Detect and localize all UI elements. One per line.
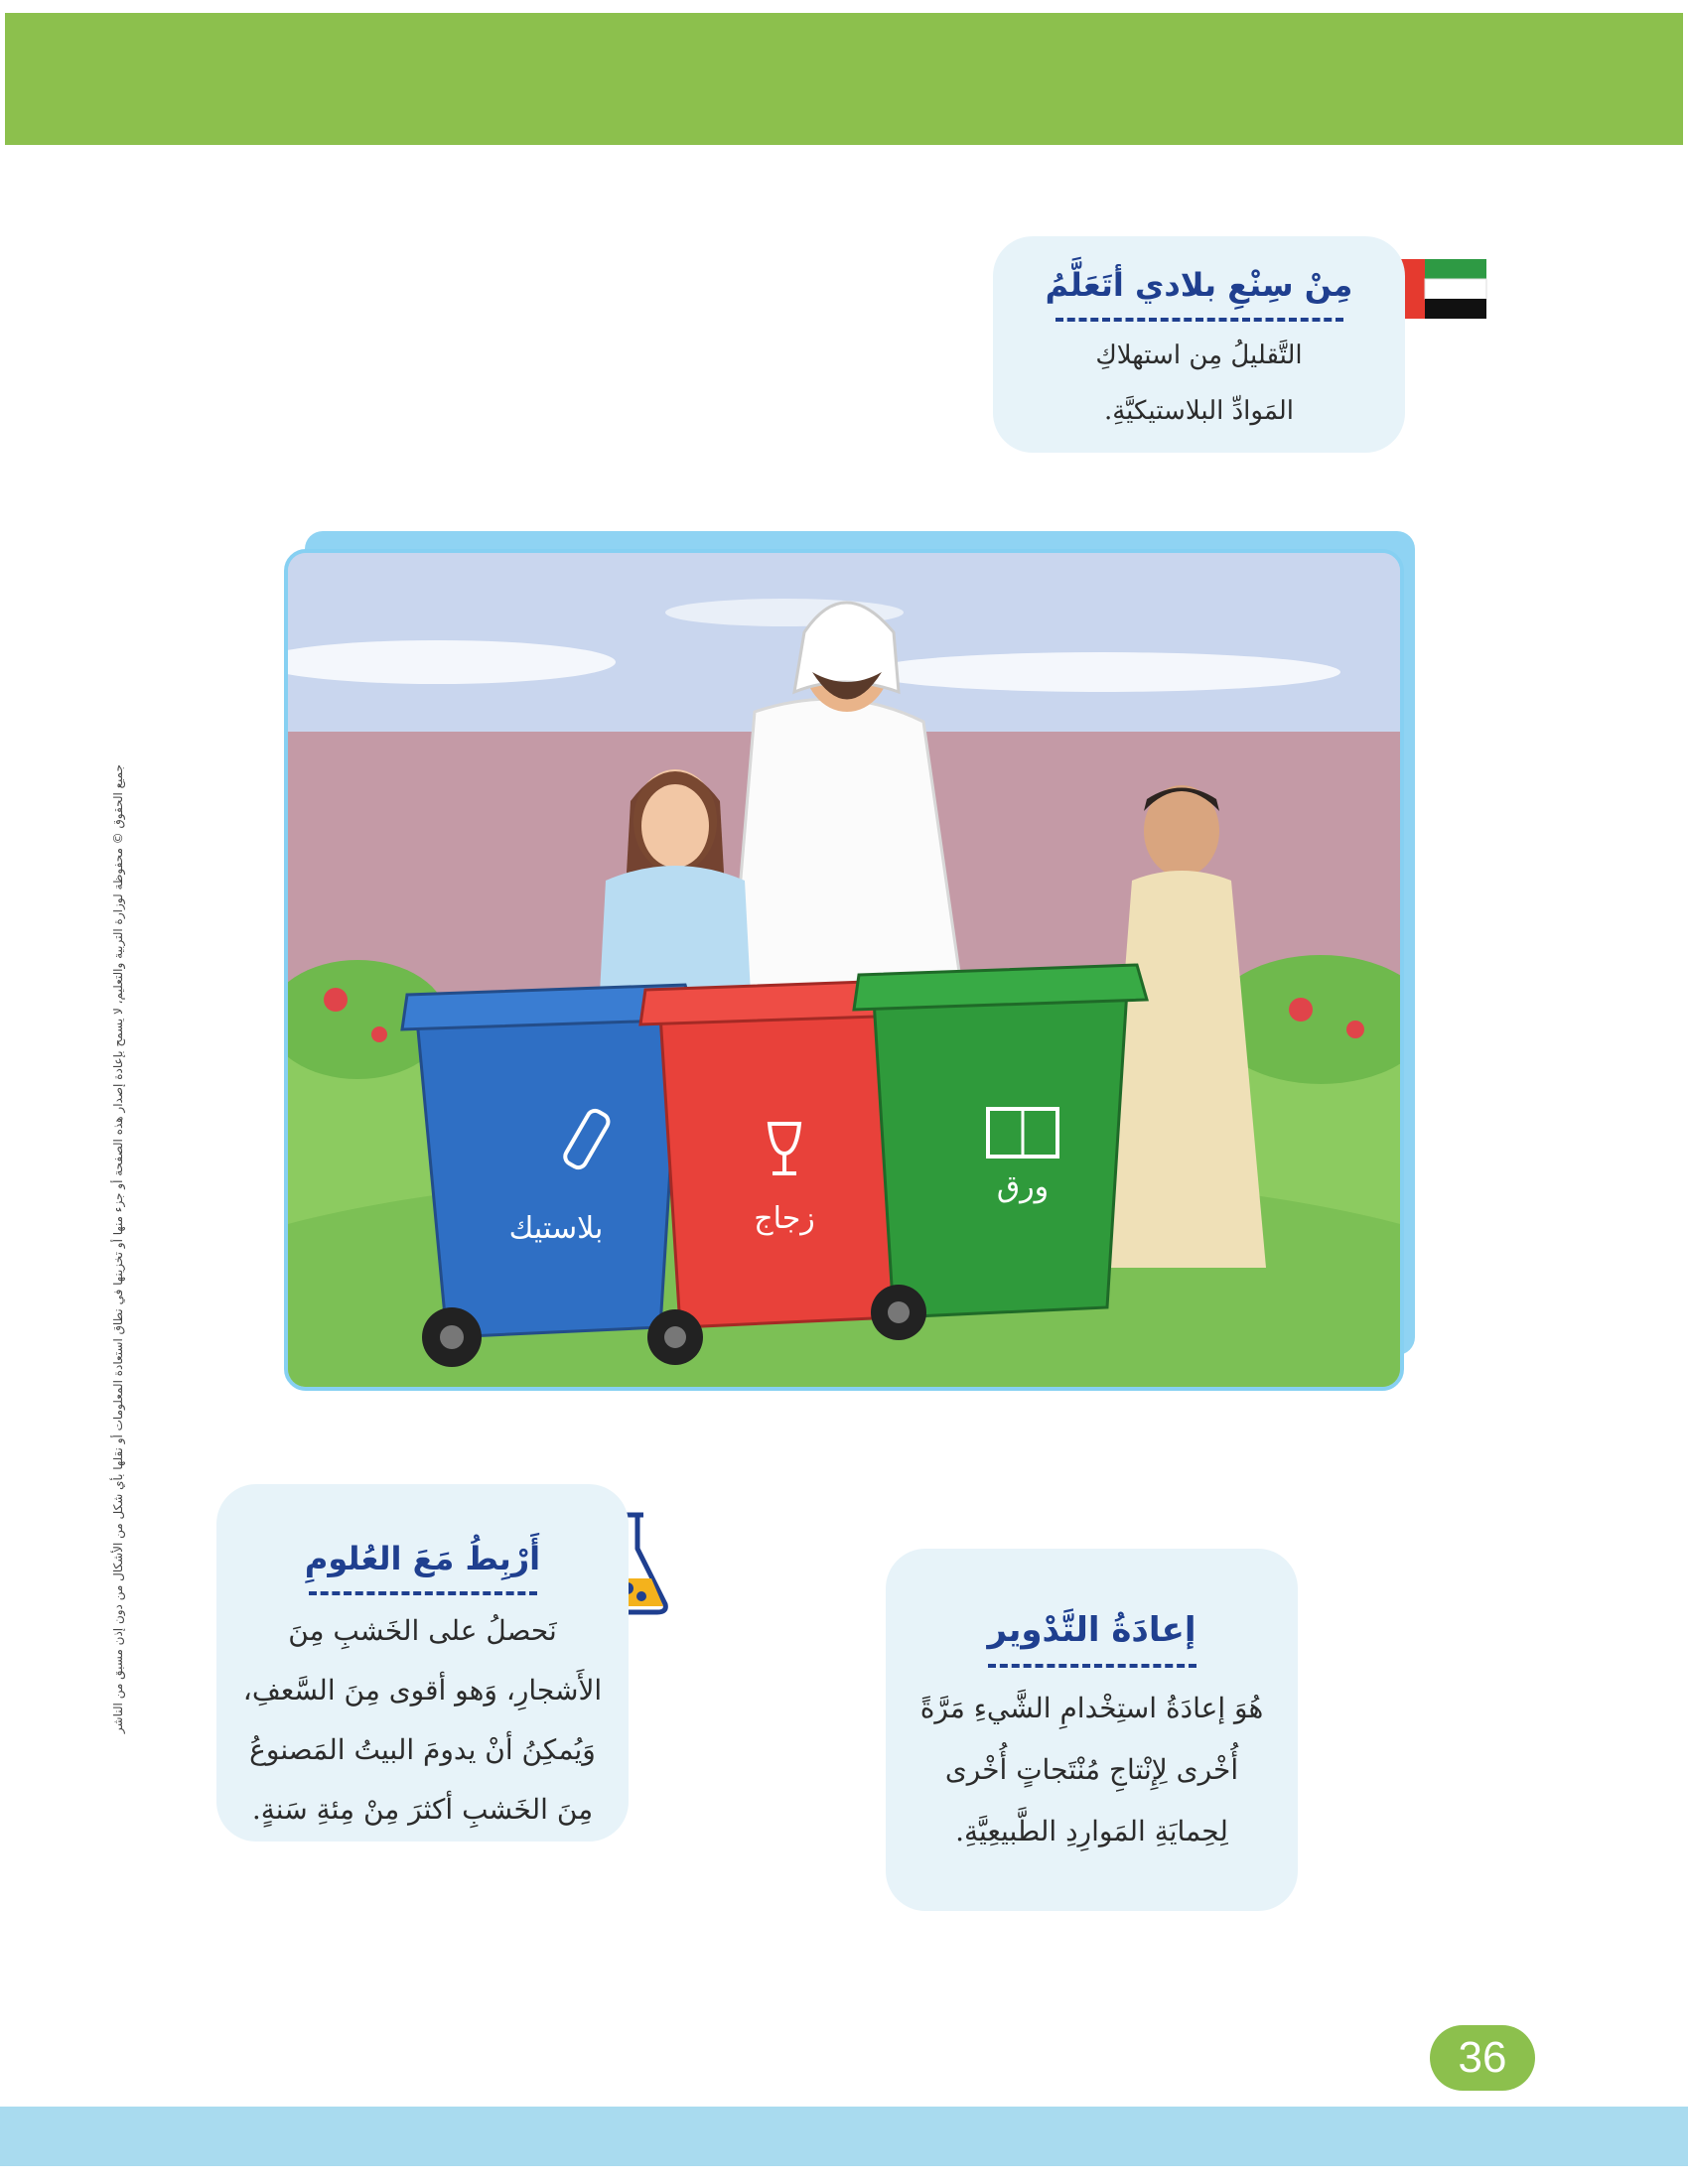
text-line: مِنَ الخَشبِ أكثرَ مِنْ مِئةِ سَنةٍ. bbox=[251, 1793, 594, 1826]
recycle-box-text bbox=[886, 1678, 1298, 1862]
recycle-box-title: إعادَةُ التَّدْوير bbox=[987, 1610, 1196, 1650]
bin-label-paper: ورق bbox=[996, 1169, 1050, 1204]
learn-box-title: مِنْ سِنْعِ بلادي أتَعَلَّمُ bbox=[1045, 266, 1353, 304]
recycling-definition-box bbox=[886, 1549, 1298, 1911]
text-line: الأَشجارِ، وَهو أقوى مِنَ السَّعفِ، bbox=[242, 1674, 603, 1706]
page-number: 36 bbox=[1430, 2025, 1535, 2091]
title-divider bbox=[988, 1664, 1196, 1668]
text-line: أُخْرى لِإِنْتاجِ مُنْتَجاتٍ أُخْرى bbox=[944, 1753, 1239, 1786]
bin-label-glass: زجاج bbox=[754, 1201, 815, 1236]
bottom-banner bbox=[0, 2107, 1688, 2166]
science-box-text bbox=[216, 1601, 629, 1840]
text-line: وَيُمكِنُ أنْ يدومَ البيتُ المَصنوعُ bbox=[249, 1733, 596, 1766]
recycling-scene bbox=[288, 553, 1400, 1387]
text-line: نَحصلُ على الخَشبِ مِنَ bbox=[288, 1614, 557, 1647]
top-banner bbox=[5, 13, 1683, 145]
title-divider bbox=[1055, 318, 1343, 322]
copyright-note: جميع الحقوق © محفوظة لوزارة التربية والتعليم، لا يسمح بإعادة إصدار هذه الصفحة أو جزء منها أو تخزينها في نطاق استعادة المعلومات أو نقلها بأي شكل من الأشكال من دون إذن مسبق من الناشر bbox=[111, 764, 125, 1734]
text-line: المَوادِّ البلاستيكيَّةِ. bbox=[1103, 396, 1295, 426]
text-line: لِحِمايَةِ المَوارِدِ الطَّبيعِيَّةِ. bbox=[955, 1815, 1228, 1847]
learn-from-heritage-box bbox=[993, 236, 1405, 453]
text-line: هُوَ إعادَةُ استِخْدامِ الشَّيءِ مَرَّةً bbox=[919, 1692, 1264, 1724]
text-line: التَّقليلُ مِن استهلاكِ bbox=[1095, 341, 1303, 370]
science-box-title: أَرْبِطُ مَعَ العُلومِ bbox=[304, 1540, 541, 1577]
title-divider bbox=[309, 1591, 537, 1595]
link-with-science-box bbox=[216, 1484, 629, 1842]
bin-label-plastic: بلاستيك bbox=[508, 1211, 604, 1246]
learn-box-text bbox=[993, 328, 1405, 439]
recycling-illustration bbox=[284, 549, 1404, 1391]
